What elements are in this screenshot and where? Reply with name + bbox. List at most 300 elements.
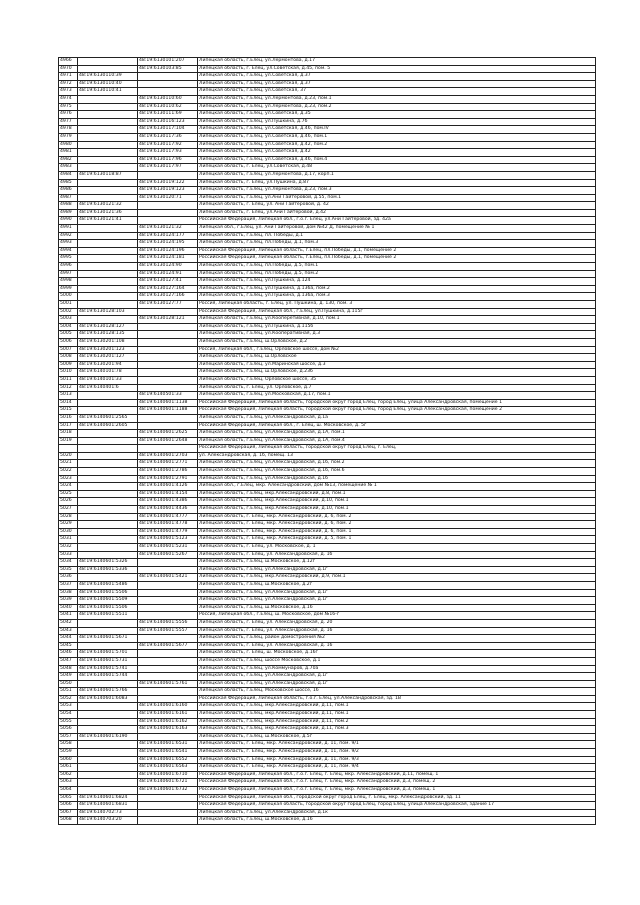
parcel-cadastral-number-cell xyxy=(78,293,138,301)
row-number-cell: 5035 xyxy=(59,566,78,574)
address-cell: Российская Федерация, Липецкая обл., г.Елец, ул.Пушкина, д.115г xyxy=(198,308,596,316)
address-cell: Липецкая область, г.Елец, ш.Московское, д.16 xyxy=(198,817,596,825)
parcel-cadastral-number-cell xyxy=(78,619,138,627)
row-number-cell: 4988 xyxy=(59,202,78,210)
row-number-cell: 5063 xyxy=(59,779,78,787)
table-row xyxy=(59,764,596,772)
row-number-cell: 5032 xyxy=(59,544,78,552)
address-cell: Липецкая область, г.Елец, ул.Советская, д.35 xyxy=(198,111,596,119)
parcel-cadastral-number-cell xyxy=(78,756,138,764)
table-row xyxy=(59,316,596,324)
parcel-cadastral-number-cell: 48:19:6130121:41 xyxy=(78,217,138,225)
row-number-cell: 4991 xyxy=(59,225,78,233)
address-cell: Липецкая область, г.Елец, пл.Победы, д.5, пом.2 xyxy=(198,270,596,278)
row-number-cell: 5065 xyxy=(59,794,78,802)
parcel-cadastral-number-cell xyxy=(78,726,138,734)
premises-cadastral-number-cell xyxy=(138,635,198,643)
premises-cadastral-number-cell: 48:19:6140601:4779 xyxy=(138,528,198,536)
parcel-cadastral-number-cell xyxy=(78,498,138,506)
parcel-cadastral-number-cell: 48:19:6130118:87 xyxy=(78,171,138,179)
row-number-cell: 4974 xyxy=(59,95,78,103)
parcel-cadastral-number-cell xyxy=(78,407,138,415)
parcel-cadastral-number-cell: 48:19:6140601:5766 xyxy=(78,688,138,696)
row-number-cell: 5040 xyxy=(59,604,78,612)
premises-cadastral-number-cell xyxy=(138,73,198,81)
table-row xyxy=(59,179,596,187)
row-number-cell: 5031 xyxy=(59,536,78,544)
table-row xyxy=(59,574,596,582)
premises-cadastral-number-cell xyxy=(138,308,198,316)
address-cell: Российская Федерация, Липецкая область, городской округ город Елец, г. Елец, xyxy=(198,445,596,453)
premises-cadastral-number-cell: 48:19:6130117:104 xyxy=(138,126,198,134)
address-cell: Липецкая область, г.Елец, ул.Александровская, д.1к xyxy=(198,809,596,817)
premises-cadastral-number-cell: 48:19:6140601:4154 xyxy=(138,490,198,498)
table-row xyxy=(59,619,596,627)
premises-cadastral-number-cell xyxy=(138,566,198,574)
table-row xyxy=(59,392,596,400)
premises-cadastral-number-cell xyxy=(138,88,198,96)
table-row xyxy=(59,490,596,498)
premises-cadastral-number-cell: 48:19:6130127:77 xyxy=(138,301,198,309)
table-row xyxy=(59,164,596,172)
row-number-cell: 4981 xyxy=(59,149,78,157)
row-number-cell: 5001 xyxy=(59,301,78,309)
address-cell: Липецкая область, г.Елец, мкр.Александровский, д.10, пом.1 xyxy=(198,506,596,514)
row-number-cell: 4973 xyxy=(59,88,78,96)
premises-cadastral-number-cell: 48:19:6130117:92 xyxy=(138,141,198,149)
table-row xyxy=(59,627,596,635)
parcel-cadastral-number-cell: 48:19:6130201:94 xyxy=(78,361,138,369)
premises-cadastral-number-cell: 48:19:6130124:90 xyxy=(138,263,198,271)
address-cell: Липецкая область, г.Елец, мкр.Александровский, д.10, пом.1 xyxy=(198,498,596,506)
table-row xyxy=(59,376,596,384)
premises-cadastral-number-cell xyxy=(138,217,198,225)
parcel-cadastral-number-cell xyxy=(78,156,138,164)
premises-cadastral-number-cell xyxy=(138,589,198,597)
row-number-cell: 4994 xyxy=(59,247,78,255)
address-cell: Липецкая область, г.Елец, ул.Кооперетивная, д.10, пом.1 xyxy=(198,316,596,324)
premises-cadastral-number-cell: 48:19:6130124:195 xyxy=(138,240,198,248)
parcel-cadastral-number-cell: 48:19:6130201:108 xyxy=(78,338,138,346)
address-cell: Липецкая область, г.Елец, ул.Александровская, д.1г xyxy=(198,566,596,574)
address-cell: Липецкая область, г.Елец, ул.Советская, д.42, пом.2 xyxy=(198,141,596,149)
premises-cadastral-number-cell: 48:19:6130101:207 xyxy=(138,58,198,66)
address-cell: Липецкая область, г.Елец, ул.Александровская, д.1г xyxy=(198,589,596,597)
table-row xyxy=(59,642,596,650)
address-cell: Российская Федерация, Липецкая обл., г.о.г. Елец, ул.Ани Гайтеровой, зд. 42а xyxy=(198,217,596,225)
table-row xyxy=(59,187,596,195)
parcel-cadastral-number-cell xyxy=(78,187,138,195)
address-cell: Липецкая область, г.Елец, ш.Орловское, д.23б xyxy=(198,369,596,377)
parcel-cadastral-number-cell xyxy=(78,544,138,552)
parcel-cadastral-number-cell xyxy=(78,194,138,202)
row-number-cell: 5008 xyxy=(59,354,78,362)
parcel-cadastral-number-cell xyxy=(78,490,138,498)
address-cell: Российская Федерация, Липецкая обл., г.о.г. Елец, г. Елец, мкр. Александровский, д.11, помещ. 1 xyxy=(198,771,596,779)
premises-cadastral-number-cell: 48:19:6130103:85 xyxy=(138,65,198,73)
row-number-cell: 5038 xyxy=(59,589,78,597)
address-cell: Липецкая область, г.Елец, Московское шоссе, 16 xyxy=(198,688,596,696)
address-cell: Липецкая область, г.Елец, ул.Александровская, д.1А, пом.4 xyxy=(198,437,596,445)
premises-cadastral-number-cell xyxy=(138,650,198,658)
table-row xyxy=(59,103,596,111)
address-cell: Липецкая область, г. Елец, мкр. Александровский, д. 6, пом. 2 xyxy=(198,521,596,529)
table-row xyxy=(59,809,596,817)
parcel-cadastral-number-cell xyxy=(78,718,138,726)
premises-cadastral-number-cell: 48:19:6140601:6732 xyxy=(138,787,198,795)
table-row xyxy=(59,718,596,726)
row-number-cell: 4982 xyxy=(59,156,78,164)
premises-cadastral-number-cell: 48:19:6130117:93 xyxy=(138,149,198,157)
row-number-cell: 5044 xyxy=(59,635,78,643)
address-cell: Липецкая область, г.Елец, мкр.Александровский, д.11, пом.1 xyxy=(198,711,596,719)
address-cell: Липецкая область, г.Елец, ул.Лермонтова, д.23, пом.3 xyxy=(198,187,596,195)
parcel-cadastral-number-cell: 48:19:6140601:5701 xyxy=(78,650,138,658)
parcel-cadastral-number-cell xyxy=(78,536,138,544)
row-number-cell: 5047 xyxy=(59,657,78,665)
parcel-cadastral-number-cell xyxy=(78,513,138,521)
parcel-cadastral-number-cell: 48:19:6140601:2565 xyxy=(78,414,138,422)
row-number-cell: 4985 xyxy=(59,179,78,187)
address-cell: Российская Федерация, Липецкая область, городской округ город Елец, город Елец, улица Александровская, помещение 2 xyxy=(198,407,596,415)
address-cell: Российская Федерация, Липецкая обл., городской округ город Елец, г. Елец, мкр. Александровский, зд. 11 xyxy=(198,794,596,802)
parcel-cadastral-number-cell: 48:19:6130110:40 xyxy=(78,80,138,88)
address-cell: Липецкая область, г.Елец, ул.Советская, д.37 xyxy=(198,80,596,88)
row-number-cell: 5005 xyxy=(59,331,78,339)
premises-cadastral-number-cell: 48:19:6140601:5421 xyxy=(138,574,198,582)
parcel-cadastral-number-cell xyxy=(78,460,138,468)
parcel-cadastral-number-cell xyxy=(78,779,138,787)
table-row xyxy=(59,468,596,476)
row-number-cell: 5014 xyxy=(59,399,78,407)
parcel-cadastral-number-cell xyxy=(78,483,138,491)
table-row xyxy=(59,460,596,468)
table-row xyxy=(59,779,596,787)
row-number-cell: 4995 xyxy=(59,255,78,263)
row-number-cell: 5015 xyxy=(59,407,78,415)
parcel-cadastral-number-cell: 48:19:6140601:5506 xyxy=(78,589,138,597)
row-number-cell: 5043 xyxy=(59,627,78,635)
premises-cadastral-number-cell xyxy=(138,323,198,331)
parcel-cadastral-number-cell: 48:19:6140601:5511 xyxy=(78,612,138,620)
parcel-cadastral-number-cell: 48:19:6140601:6190 xyxy=(78,733,138,741)
table-row xyxy=(59,422,596,430)
address-cell: Липецкая область, г.Елец, ул.Советская, д.46, пом.4 xyxy=(198,156,596,164)
address-cell: Липецкая обл., г.Елец, ул. Ани Гайтеровой, дом №42 Д, помещение № 1 xyxy=(198,225,596,233)
address-cell: Липецкая область, г.Елец, ул.Советская, д.42 xyxy=(198,149,596,157)
table-row xyxy=(59,118,596,126)
table-row xyxy=(59,225,596,233)
row-number-cell: 5010 xyxy=(59,369,78,377)
row-number-cell: 5060 xyxy=(59,756,78,764)
table-row xyxy=(59,604,596,612)
row-number-cell: 5068 xyxy=(59,817,78,825)
parcel-cadastral-number-cell xyxy=(78,703,138,711)
premises-cadastral-number-cell: 48:19:6140601:1188 xyxy=(138,407,198,415)
premises-cadastral-number-cell: 48:19:6140601:2625 xyxy=(138,430,198,438)
table-row xyxy=(59,111,596,119)
address-cell: Российская Федерация, Липецкая обл., г. Елец, ш. Московское, д. 5г xyxy=(198,422,596,430)
premises-cadastral-number-cell: 48:19:6130124:196 xyxy=(138,247,198,255)
parcel-cadastral-number-cell xyxy=(78,65,138,73)
address-cell: Российская Федерация, Липецкая область, г.о.г. Елец, ул.Александровская, зд. 1В xyxy=(198,695,596,703)
parcel-cadastral-number-cell xyxy=(78,741,138,749)
parcel-cadastral-number-cell xyxy=(78,528,138,536)
address-cell: Липецкая область, г.Елец, ул.Пушкина, д.136а, пом.3 xyxy=(198,293,596,301)
cadastral-table xyxy=(58,57,596,825)
row-number-cell: 5000 xyxy=(59,293,78,301)
table-row xyxy=(59,559,596,567)
row-number-cell: 5023 xyxy=(59,475,78,483)
address-cell: Липецкая область, г.Елец, ул.Кооперативная, д.3 xyxy=(198,331,596,339)
parcel-cadastral-number-cell: 48:19:6140601:5509 xyxy=(78,597,138,605)
address-cell: Липецкая область, г.Елец, ул.Пушкина, д.136а, пом.2 xyxy=(198,285,596,293)
address-cell: Липецкая область, г. Елец, ул. Александровская, д. 16 xyxy=(198,642,596,650)
address-cell: Липецкая область, г.Елец, ул.Александровская, д.1г xyxy=(198,680,596,688)
table-row xyxy=(59,308,596,316)
parcel-cadastral-number-cell xyxy=(78,301,138,309)
address-cell: Липецкая область, г.Елец, Орловское шоссе, 35 xyxy=(198,376,596,384)
parcel-cadastral-number-cell xyxy=(78,58,138,66)
row-number-cell: 4996 xyxy=(59,263,78,271)
premises-cadastral-number-cell xyxy=(138,695,198,703)
premises-cadastral-number-cell: 48:19:6130116:123 xyxy=(138,118,198,126)
row-number-cell: 5018 xyxy=(59,430,78,438)
premises-cadastral-number-cell xyxy=(138,384,198,392)
parcel-cadastral-number-cell xyxy=(78,764,138,772)
table-row xyxy=(59,149,596,157)
premises-cadastral-number-cell xyxy=(138,209,198,217)
address-cell: Липецкая область, г. Елец, мкр. Александровский, д. 11, пом. 9/2 xyxy=(198,749,596,757)
row-number-cell: 4966 xyxy=(59,58,78,66)
row-number-cell: 4975 xyxy=(59,103,78,111)
table-row xyxy=(59,536,596,544)
address-cell: Липецкая область, г.Елец, ш.Орловское xyxy=(198,354,596,362)
table-row xyxy=(59,817,596,825)
parcel-cadastral-number-cell: 48:19:6130201:123 xyxy=(78,346,138,354)
table-row xyxy=(59,270,596,278)
table-row xyxy=(59,741,596,749)
table-row xyxy=(59,194,596,202)
address-cell: Липецкая область, г.Елец, пл.Победы, д.5, пом.1 xyxy=(198,263,596,271)
address-cell: Липецкая область, г.Елец, ул.Пушкина, д.124 xyxy=(198,278,596,286)
address-cell: Липецкая область, г.Елец, ул.Советская, д.37 xyxy=(198,73,596,81)
address-cell: Липецкая область, г. Елец, ул.Пушкина, д.87 xyxy=(198,179,596,187)
parcel-cadastral-number-cell xyxy=(78,95,138,103)
parcel-cadastral-number-cell: 48:19:6140601:6083 xyxy=(78,695,138,703)
address-cell: Россия, Липецкая область, г. Елец, ул. Пушкина, д. 130, пом. 3 xyxy=(198,301,596,309)
address-cell: Липецкая область, г. Елец, ул.Советская, д.45, пом. 5 xyxy=(198,65,596,73)
address-cell: Липецкая область, г.Елец, ул.Александровская, д.1А, пом.1 xyxy=(198,430,596,438)
address-cell: Липецкая область, г.Елец, шоссе Московское, д.1 xyxy=(198,657,596,665)
table-row xyxy=(59,498,596,506)
row-number-cell: 5059 xyxy=(59,749,78,757)
parcel-cadastral-number-cell xyxy=(78,118,138,126)
table-row xyxy=(59,566,596,574)
premises-cadastral-number-cell: 48:19:6140601:6541 xyxy=(138,749,198,757)
premises-cadastral-number-cell xyxy=(138,665,198,673)
parcel-cadastral-number-cell: 48:19:6140601:5506 xyxy=(78,604,138,612)
parcel-cadastral-number-cell: 48:19:6130121:32 xyxy=(78,202,138,210)
parcel-cadastral-number-cell: 48:19:6140401:6 xyxy=(78,384,138,392)
parcel-cadastral-number-cell xyxy=(78,506,138,514)
parcel-cadastral-number-cell: 48:19:6140601:5731 xyxy=(78,657,138,665)
premises-cadastral-number-cell xyxy=(138,604,198,612)
table-row xyxy=(59,65,596,73)
premises-cadastral-number-cell: 48:19:6130117:36 xyxy=(138,133,198,141)
address-cell: Липецкая область, г. Елец, ул.Советская, д.48 xyxy=(198,164,596,172)
address-cell: Липецкая область, г. Елец, мкр. Александровский, д. 11, пом. 9/1 xyxy=(198,741,596,749)
address-cell: Липецкая область, г.Елец, ул.Ани Гайтеровой, д.55, пом.1 xyxy=(198,194,596,202)
row-number-cell: 5054 xyxy=(59,711,78,719)
premises-cadastral-number-cell xyxy=(138,369,198,377)
premises-cadastral-number-cell xyxy=(138,688,198,696)
parcel-cadastral-number-cell xyxy=(78,475,138,483)
parcel-cadastral-number-cell: 48:19:6140601:5671 xyxy=(78,635,138,643)
premises-cadastral-number-cell: 48:19:6130128:121 xyxy=(138,316,198,324)
table-row xyxy=(59,240,596,248)
row-number-cell: 5055 xyxy=(59,718,78,726)
table-row xyxy=(59,156,596,164)
parcel-cadastral-number-cell xyxy=(78,445,138,453)
premises-cadastral-number-cell xyxy=(138,794,198,802)
address-cell: Липецкая область, г. Елец, ул.Ани Гайтеровой, д.42 xyxy=(198,209,596,217)
parcel-cadastral-number-cell xyxy=(78,255,138,263)
premises-cadastral-number-cell: 48:19:6140601:4777 xyxy=(138,513,198,521)
address-cell: Липецкая область, г.Елец, ул.Лермонтова, д.17, корп.1 xyxy=(198,171,596,179)
table-row xyxy=(59,331,596,339)
premises-cadastral-number-cell: 48:19:6130111:69 xyxy=(138,111,198,119)
row-number-cell: 5007 xyxy=(59,346,78,354)
row-number-cell: 5051 xyxy=(59,688,78,696)
address-cell: Липецкая область, г. Елец, ш. Московское, д.16г xyxy=(198,650,596,658)
address-cell: Российская Федерация, Липецкая обл., г.о.г. Елец, г. Елец, мкр. Александровский, д.3, помещ. 2 xyxy=(198,779,596,787)
premises-cadastral-number-cell: 48:19:6140601:5557 xyxy=(138,627,198,635)
parcel-cadastral-number-cell: 48:19:6140601:5326 xyxy=(78,559,138,567)
table-row xyxy=(59,88,596,96)
row-number-cell: 5030 xyxy=(59,528,78,536)
table-row xyxy=(59,452,596,460)
row-number-cell: 5016 xyxy=(59,414,78,422)
parcel-cadastral-number-cell xyxy=(78,627,138,635)
table-row xyxy=(59,301,596,309)
table-row xyxy=(59,544,596,552)
table-row xyxy=(59,407,596,415)
parcel-cadastral-number-cell: 48:19:6140601:6824 xyxy=(78,794,138,802)
parcel-cadastral-number-cell xyxy=(78,316,138,324)
parcel-cadastral-number-cell xyxy=(78,680,138,688)
row-number-cell: 5034 xyxy=(59,559,78,567)
row-number-cell: 5045 xyxy=(59,642,78,650)
address-cell: Липецкая область, г.Елец, мкр.Александровский, д.8, пом.1 xyxy=(198,490,596,498)
address-cell: Липецкая область, г. Елец, ул. Орловское, д.7 xyxy=(198,384,596,392)
address-cell: Липецкая область, г.Елец, ш.Московское, д.12г xyxy=(198,559,596,567)
table-row xyxy=(59,171,596,179)
parcel-cadastral-number-cell xyxy=(78,179,138,187)
row-number-cell: 4998 xyxy=(59,278,78,286)
address-cell: Липецкая область, г.Елец, мкр.Александровский, д.9, пом.1 xyxy=(198,574,596,582)
table-row xyxy=(59,802,596,810)
parcel-cadastral-number-cell xyxy=(78,103,138,111)
parcel-cadastral-number-cell xyxy=(78,711,138,719)
address-cell: Липецкая область, г.Елец, мкр.Александровский, д.11, пом.2 xyxy=(198,718,596,726)
row-number-cell: 5013 xyxy=(59,392,78,400)
address-cell: Липецкая область, г.Елец, ул.Пушкина, д.115б xyxy=(198,323,596,331)
premises-cadastral-number-cell: 48:19:6130124:177 xyxy=(138,232,198,240)
address-cell: Липецкая область, г.Елец, пл.Победы, д.1, пом.3 xyxy=(198,240,596,248)
row-number-cell: 5050 xyxy=(59,680,78,688)
premises-cadastral-number-cell: 48:19:6140601:2771 xyxy=(138,460,198,468)
parcel-cadastral-number-cell: 48:19:6140601:5744 xyxy=(78,673,138,681)
premises-cadastral-number-cell: 48:19:6140601:2791 xyxy=(138,475,198,483)
parcel-cadastral-number-cell xyxy=(78,452,138,460)
address-cell: Липецкая область, г. Елец, ул. Московское, д. 1 xyxy=(198,544,596,552)
row-number-cell: 5064 xyxy=(59,787,78,795)
premises-cadastral-number-cell: 48:19:6130119:122 xyxy=(138,179,198,187)
table-row xyxy=(59,247,596,255)
table-row xyxy=(59,483,596,491)
parcel-cadastral-number-cell xyxy=(78,437,138,445)
premises-cadastral-number-cell: 48:19:6140601:4126 xyxy=(138,483,198,491)
address-cell: Российская Федерация, Липецкая область, г.Елец, пл.Победы, д.1, помещение 2 xyxy=(198,255,596,263)
table-row xyxy=(59,673,596,681)
address-cell: Липецкая область, г.Елец, ул.Коммунаров, д.70а xyxy=(198,665,596,673)
parcel-cadastral-number-cell xyxy=(78,392,138,400)
address-cell: Российская Федерация, Липецкая область, городской округ город Елец, город Елец, улица Александровская, здание 17 xyxy=(198,802,596,810)
row-number-cell xyxy=(59,445,78,453)
premises-cadastral-number-cell: 48:19:6140601:6163 xyxy=(138,726,198,734)
table-row xyxy=(59,126,596,134)
address-cell: Липецкая область, г.Елец, ул.Александровская, д.1б, пом.2 xyxy=(198,460,596,468)
row-number-cell: 5036 xyxy=(59,574,78,582)
table-row xyxy=(59,635,596,643)
premises-cadastral-number-cell: 48:19:6130127:166 xyxy=(138,293,198,301)
parcel-cadastral-number-cell xyxy=(78,111,138,119)
premises-cadastral-number-cell: 48:19:6140601:2703 xyxy=(138,452,198,460)
row-number-cell: 4989 xyxy=(59,209,78,217)
table-row xyxy=(59,551,596,559)
premises-cadastral-number-cell xyxy=(138,331,198,339)
parcel-cadastral-number-cell xyxy=(78,787,138,795)
premises-cadastral-number-cell: 48:19:6130117:97 xyxy=(138,164,198,172)
row-number-cell: 4977 xyxy=(59,118,78,126)
table-row xyxy=(59,399,596,407)
table-row xyxy=(59,133,596,141)
row-number-cell: 5002 xyxy=(59,308,78,316)
table-row xyxy=(59,209,596,217)
address-cell: Липецкая область, г.Елец, ул.Советская, 37 xyxy=(198,88,596,96)
table-body xyxy=(59,58,596,825)
parcel-cadastral-number-cell xyxy=(78,430,138,438)
address-cell: Липецкая область, г. Елец, мкр. Александровский, д. 11, пом. 9/3 xyxy=(198,756,596,764)
parcel-cadastral-number-cell xyxy=(78,232,138,240)
parcel-cadastral-number-cell: 48:19:6140703:20 xyxy=(78,817,138,825)
table-row xyxy=(59,293,596,301)
premises-cadastral-number-cell: 48:19:6130120:71 xyxy=(138,194,198,202)
table-row xyxy=(59,749,596,757)
row-number-cell: 5037 xyxy=(59,581,78,589)
premises-cadastral-number-cell xyxy=(138,802,198,810)
row-number-cell: 4999 xyxy=(59,285,78,293)
table-row xyxy=(59,414,596,422)
row-number-cell: 4984 xyxy=(59,171,78,179)
premises-cadastral-number-cell xyxy=(138,80,198,88)
address-cell: Липецкая область, г.Елец, ул.Маринская шоссе, д.3 xyxy=(198,361,596,369)
row-number-cell: 4992 xyxy=(59,232,78,240)
address-cell: Липецкая область, г. Елец, ул. Александровская, д. 1б xyxy=(198,551,596,559)
row-number-cell: 4993 xyxy=(59,240,78,248)
premises-cadastral-number-cell: 48:19:6140601:2786 xyxy=(138,468,198,476)
